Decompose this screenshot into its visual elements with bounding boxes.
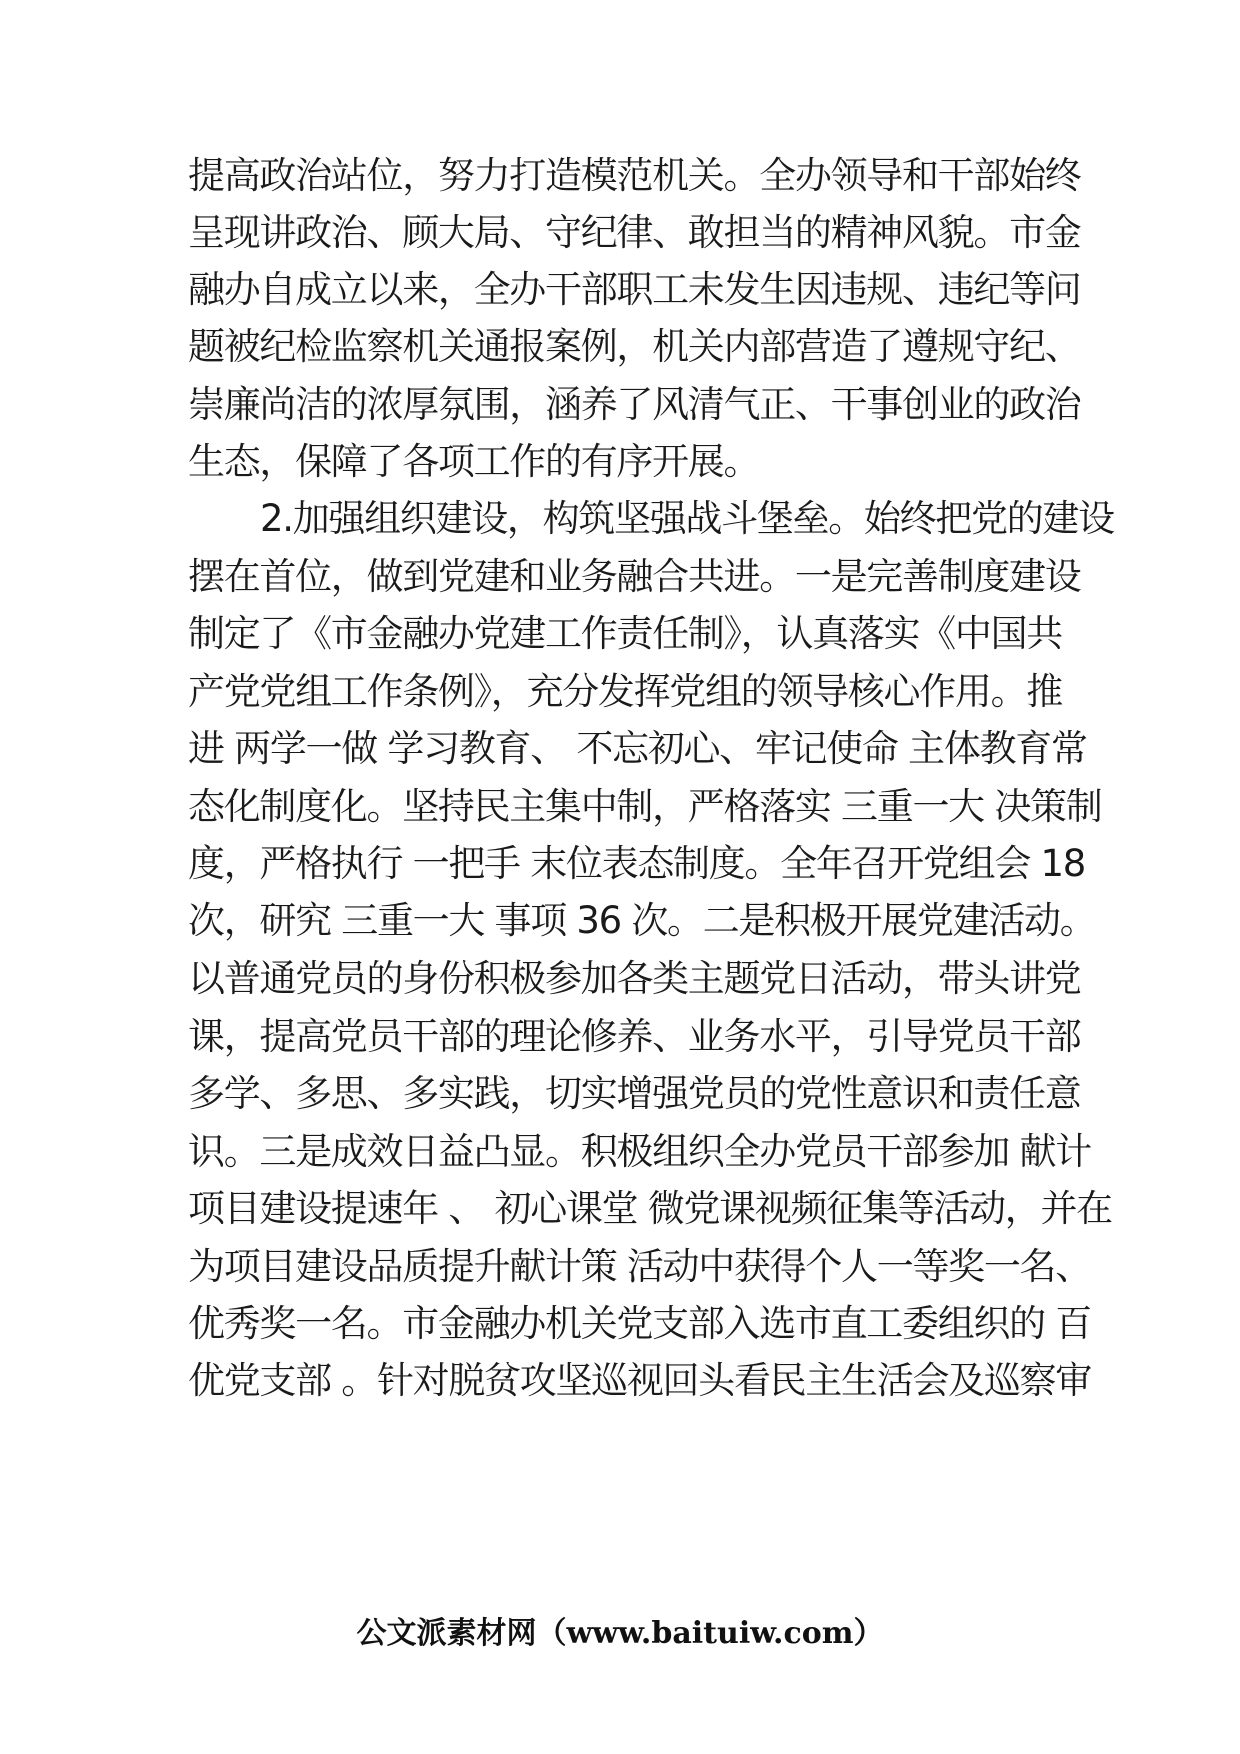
text-line: 产党党组工作条例》，充分发挥党组的领导核心作用。推	[188, 670, 1062, 713]
text-line: 崇廉尚洁的浓厚氛围，涵养了风清气正、干事创业的政治	[188, 383, 1081, 426]
text-line: 提高政治站位，努力打造模范机关。全办领导和干部始终	[188, 154, 1081, 197]
text-line: 次，研究 三重一大 事项 36 次。二是积极开展党建活动。	[188, 899, 1096, 942]
text-line: 态化制度化。坚持民主集中制，严格落实 三重一大 决策制	[188, 785, 1102, 828]
text-line: 优党支部 。针对脱贫攻坚巡视回头看民主生活会及巡察审	[188, 1359, 1091, 1402]
text-line: 项目建设提速年 、 初心课堂 微党课视频征集等活动，并在	[188, 1187, 1112, 1230]
text-line: 度，严格执行 一把手 末位表态制度。全年召开党组会 18	[188, 842, 1085, 885]
text-line: 以普通党员的身份积极参加各类主题党日活动，带头讲党	[188, 957, 1081, 1000]
text-line: 多学、多思、多实践，切实增强党员的党性意识和责任意	[188, 1072, 1081, 1115]
paragraph-start-line: 2.加强组织建设，构筑坚强战斗堡垒。始终把党的建设	[260, 497, 1114, 540]
text-line: 优秀奖一名。市金融办机关党支部入选市直工委组织的 百	[188, 1302, 1091, 1345]
text-line: 制定了《市金融办党建工作责任制》，认真落实《中国共	[188, 612, 1062, 655]
text-line: 为项目建设品质提升献计策 活动中获得个人一等奖一名、	[188, 1245, 1091, 1288]
text-line: 摆在首位，做到党建和业务融合共进。一是完善制度建设	[188, 555, 1081, 598]
text-line: 生态，保障了各项工作的有序开展。	[188, 440, 760, 483]
footer-watermark: 公文派素材网（www.baituiw.com）	[356, 1616, 884, 1651]
text-line: 识。三是成效日益凸显。积极组织全办党员干部参加 献计	[188, 1130, 1091, 1173]
text-line: 题被纪检监察机关通报案例，机关内部营造了遵规守纪、	[188, 325, 1081, 368]
text-line: 课，提高党员干部的理论修养、业务水平，引导党员干部	[188, 1015, 1081, 1058]
text-line: 融办自成立以来，全办干部职工未发生因违规、违纪等问	[188, 268, 1081, 311]
text-line: 进 两学一做 学习教育、 不忘初心、牢记使命 主体教育常	[188, 727, 1087, 770]
text-line: 呈现讲政治、顾大局、守纪律、敢担当的精神风貌。市金	[188, 211, 1081, 254]
